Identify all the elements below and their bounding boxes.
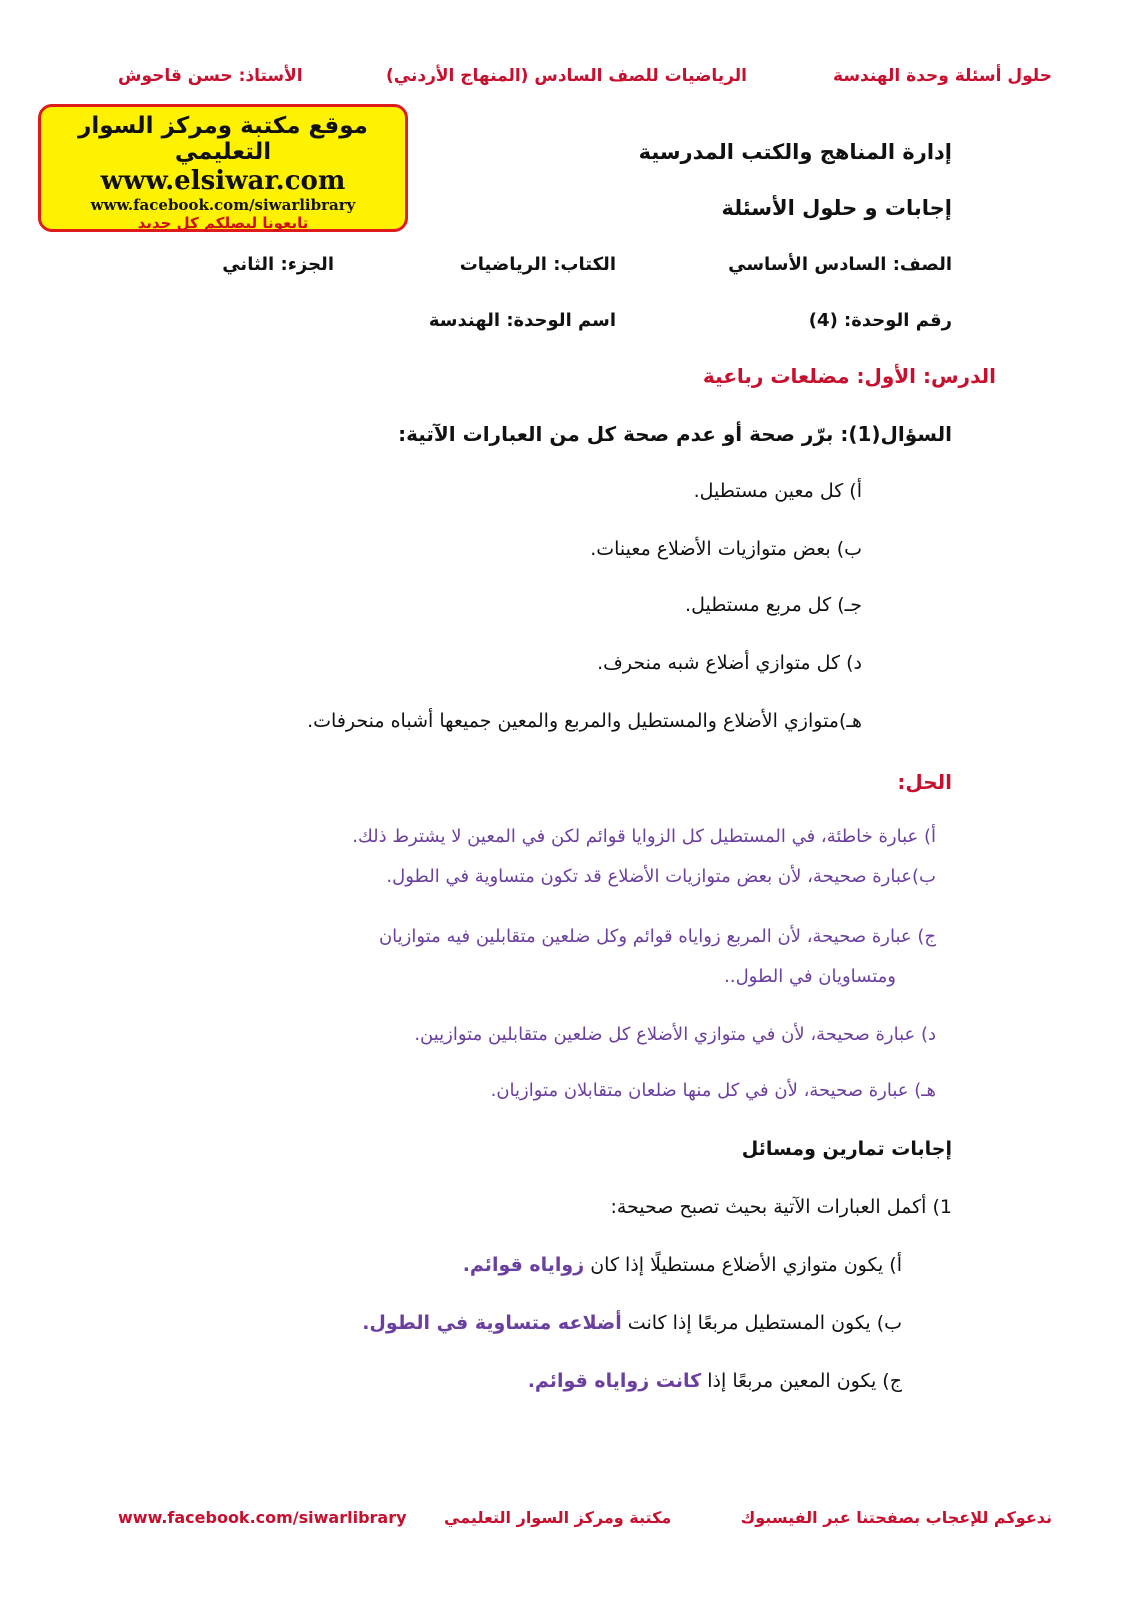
exercise-item-a <box>463 1254 902 1276</box>
footer-facebook-link[interactable]: www.facebook.com/siwarlibrary <box>118 1508 407 1527</box>
unit-number-label: رقم الوحدة: (4) <box>808 310 952 331</box>
solution-b: ب)عبارة صحيحة، لأن بعض متوازيات الأضلاع قد تكون متساوية في الطول. <box>386 866 936 887</box>
logo-follow: تابعونا ليصلكم كل جديد <box>137 214 309 232</box>
solution-c-line1: ج) عبارة صحيحة، لأن المربع زواياه قوائم وكل ضلعين متقابلين فيه متوازيان <box>378 926 936 947</box>
exercises-title: إجابات تمارين ومسائل <box>741 1138 952 1160</box>
question1-item-d: د) كل متوازي أضلاع شبه منحرف. <box>597 652 862 674</box>
logo-name: موقع مكتبة ومركز السوار التعليمي <box>78 113 368 165</box>
department: إدارة المناهج والكتب المدرسية <box>638 140 952 164</box>
exercise-item-b <box>362 1312 902 1334</box>
exercise-item-b-prefix: ب) يكون المستطيل مربعًا إذا كانت <box>627 1312 902 1334</box>
grade-label: الصف: السادس الأساسي <box>728 254 952 275</box>
question1-item-c: جـ) كل مربع مستطيل. <box>685 594 862 616</box>
unit-name-label: اسم الوحدة: الهندسة <box>428 310 616 331</box>
question1-item-a: أ) كل معين مستطيل. <box>693 480 862 502</box>
exercises-q1: 1) أكمل العبارات الآتية بحيث تصبح صحيحة: <box>610 1196 952 1218</box>
exercise-item-a-answer: زواياه قوائم. <box>462 1254 585 1276</box>
logo-facebook[interactable]: www.facebook.com/siwarlibrary <box>90 196 356 214</box>
solution-c-line2: ومتساويان في الطول.. <box>724 966 896 987</box>
footer-center: مكتبة ومركز السوار التعليمي <box>444 1508 672 1527</box>
solution-label: الحل: <box>897 770 952 794</box>
subtitle: إجابات و حلول الأسئلة <box>721 196 952 220</box>
exercise-item-c-answer: كانت زواياه قوائم. <box>527 1370 702 1392</box>
part-label: الجزء: الثاني <box>222 254 334 275</box>
question1-title: السؤال(1): برّر صحة أو عدم صحة كل من العبارات الآتية: <box>398 422 952 446</box>
exercise-item-b-answer: أضلاعه متساوية في الطول. <box>362 1312 622 1334</box>
solution-a: أ) عبارة خاطئة، في المستطيل كل الزوايا قوائم لكن في المعين لا يشترط ذلك. <box>352 826 936 847</box>
exercise-item-c-prefix: ج) يكون المعين مربعًا إذا <box>707 1370 902 1392</box>
solution-e: هـ) عبارة صحيحة، لأن في كل منها ضلعان متقابلان متوازيان. <box>490 1080 936 1101</box>
siwar-logo-box <box>38 104 408 232</box>
question1-item-b: ب) بعض متوازيات الأضلاع معينات. <box>590 538 862 560</box>
header-left: الأستاذ: حسن قاحوش <box>118 66 303 86</box>
exercise-item-a-prefix: أ) يكون متوازي الأضلاع مستطيلًا إذا كان <box>590 1254 902 1276</box>
header-right: حلول أسئلة وحدة الهندسة <box>833 66 1052 86</box>
book-label: الكتاب: الرياضيات <box>459 254 616 275</box>
footer-right: ندعوكم للإعجاب بصفحتنا عبر الفيسبوك <box>740 1508 1052 1527</box>
logo-website[interactable]: www.elsiwar.com <box>100 166 346 196</box>
solution-d: د) عبارة صحيحة، لأن في متوازي الأضلاع كل ضلعين متقابلين متوازيين. <box>414 1024 936 1045</box>
lesson-title: الدرس: الأول: مضلعات رباعية <box>702 364 996 388</box>
header-center: الرياضيات للصف السادس (المنهاج الأردني) <box>386 66 747 86</box>
exercise-item-c <box>528 1370 902 1392</box>
question1-item-e: هـ)متوازي الأضلاع والمستطيل والمربع والمعين جميعها أشباه منحرفات. <box>307 710 862 732</box>
